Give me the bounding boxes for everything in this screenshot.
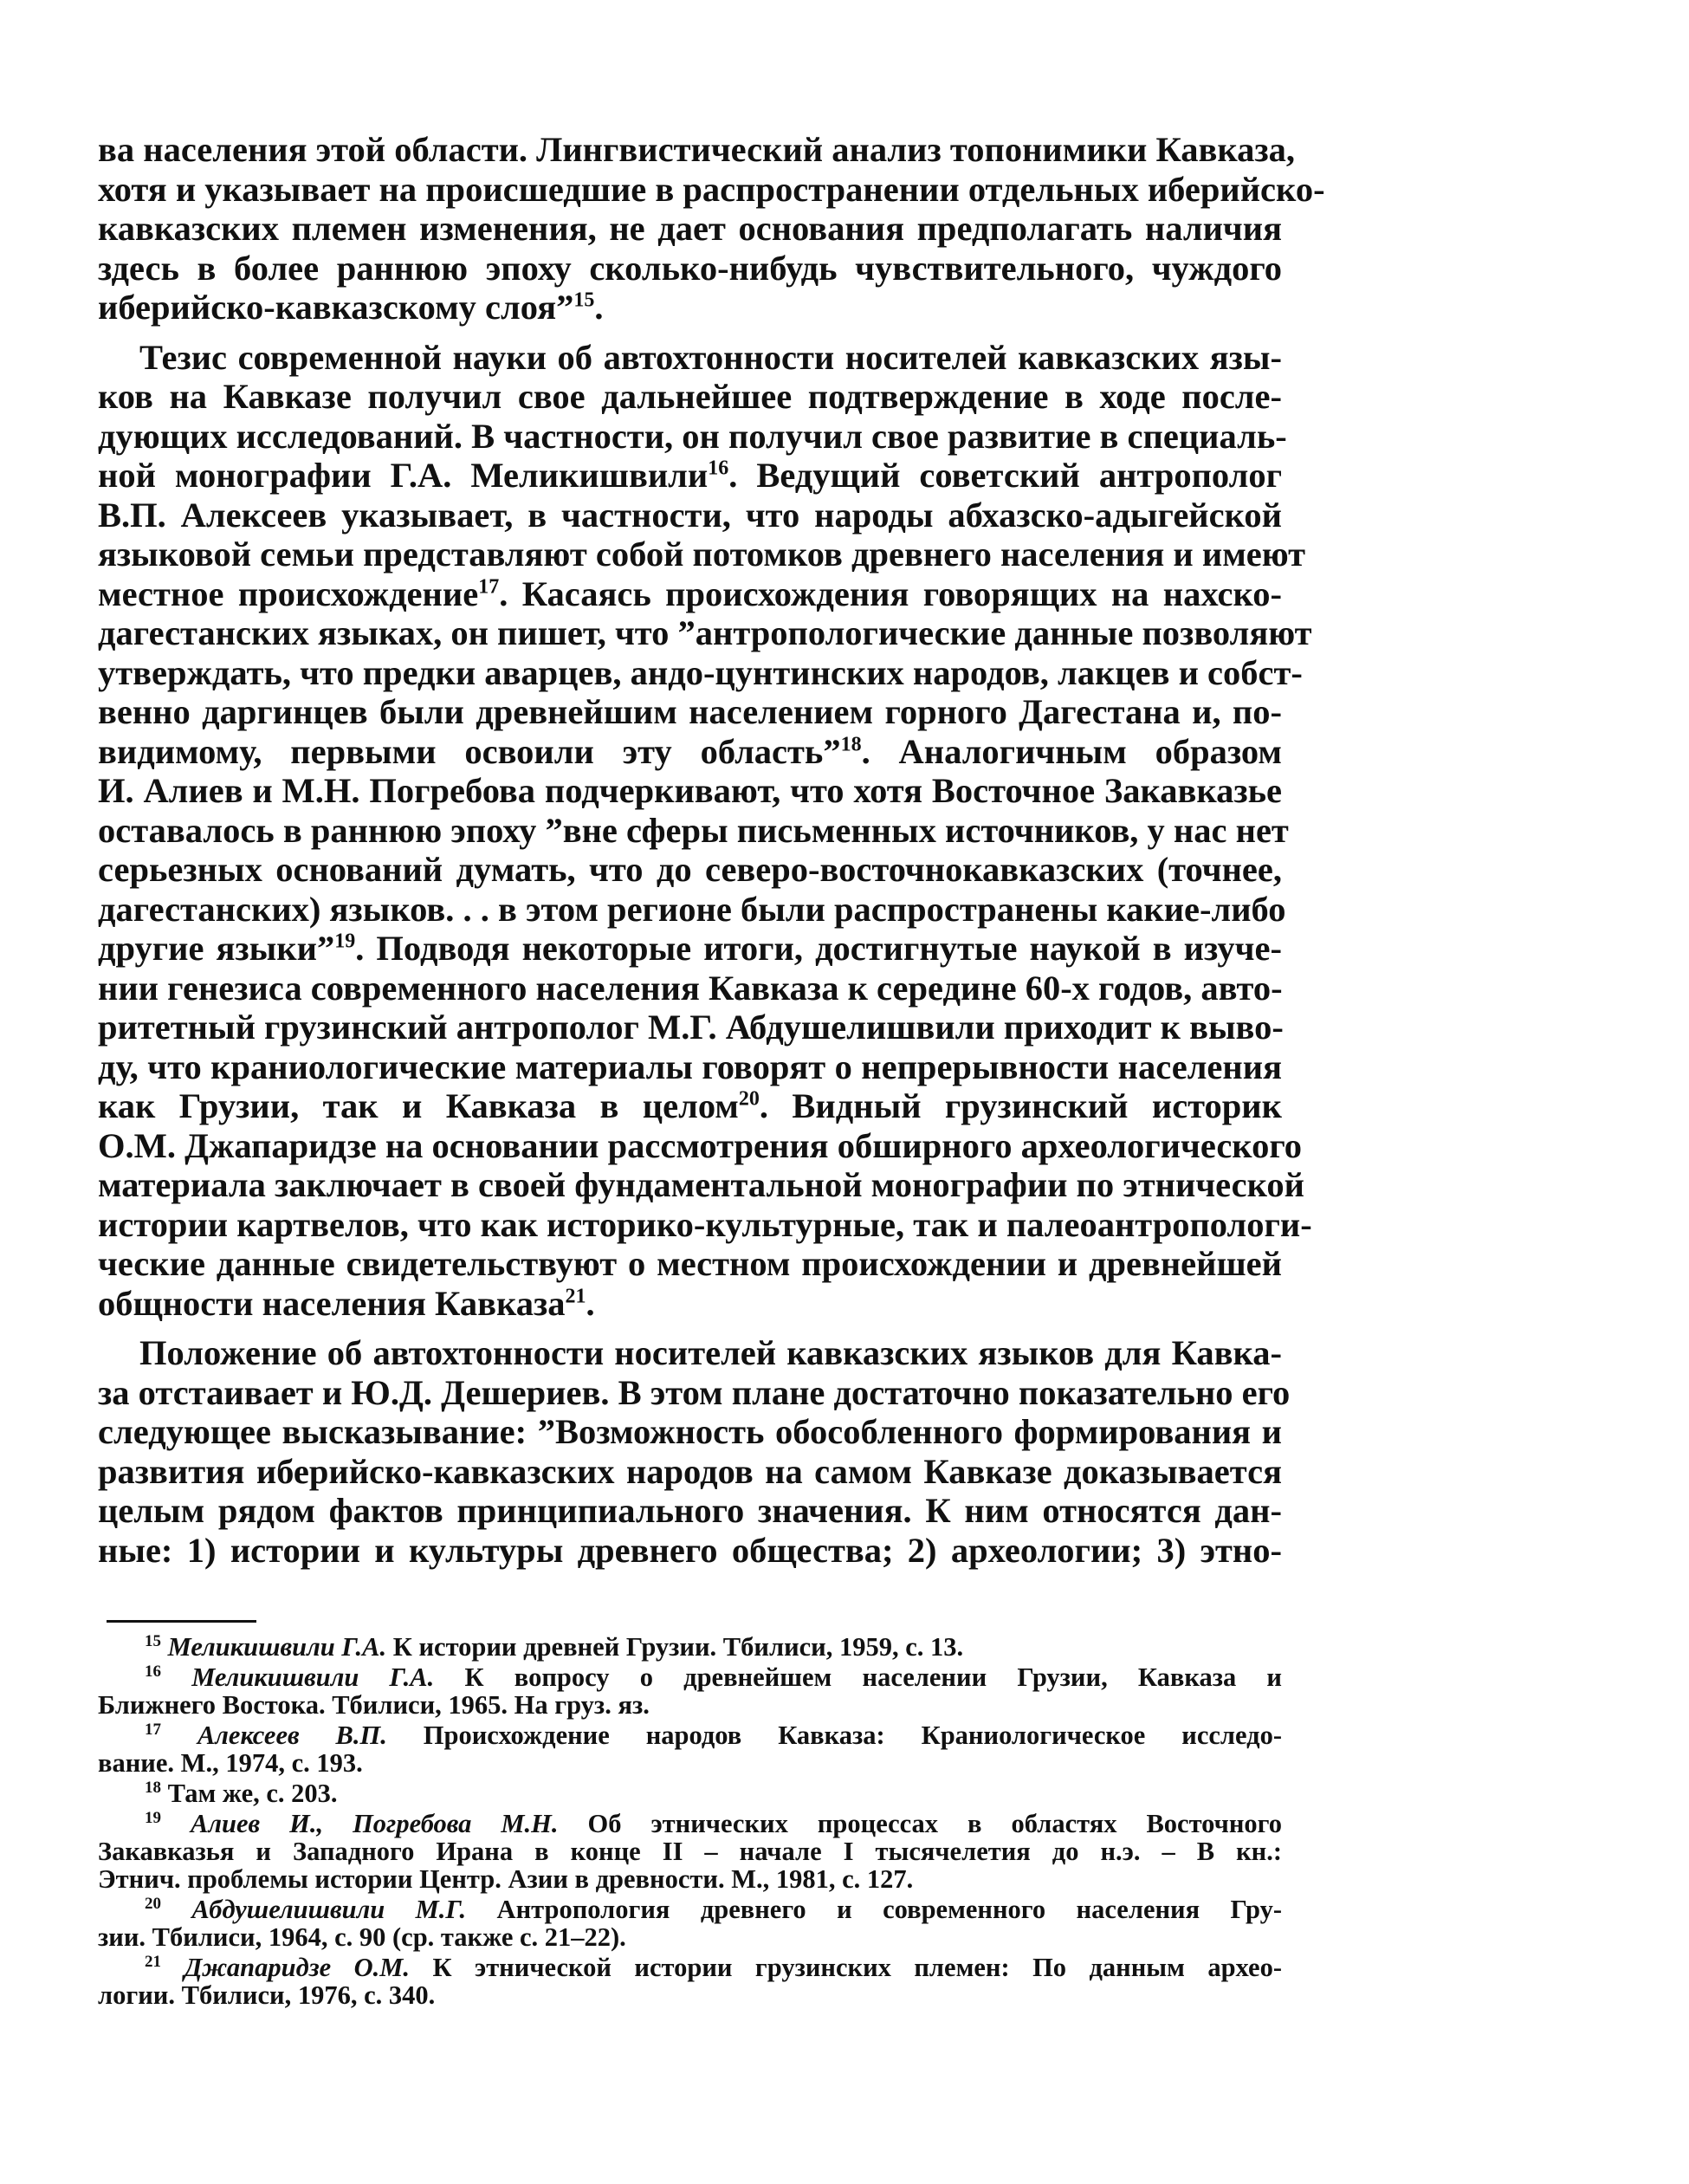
text-line: языковой семьи представляют собой потомков древнего населения и имеют (98, 535, 1306, 574)
text-line: Положение об автохтонности носителей кавказских языков для Кавка- (139, 1333, 1282, 1372)
text-line: истории картвелов, что как историко-культурные, так и палеоантропологи- (98, 1204, 1312, 1244)
paragraph-1 (98, 130, 1325, 327)
paragraph-3 (98, 1333, 1291, 1570)
text-line: ные: 1) истории и культуры древнего общества; 2) археологии; 3) этно- (98, 1530, 1282, 1570)
text-line: нии генезиса современного населения Кавказа к середине 60-х годов, авто- (98, 968, 1283, 1008)
text-line: целым рядом фактов принципиального значения. К ним относятся дан- (98, 1491, 1282, 1530)
footnote-separator (107, 1620, 256, 1623)
text-line: ритетный грузинский антрополог М.Г. Абдушелишвили приходит к выво- (98, 1008, 1284, 1047)
text-line: венно даргинцев были древнейшим населением горного Дагестана и, по- (98, 692, 1282, 731)
footnote-ref-15[interactable]: 15 (573, 288, 595, 312)
text-line: общности населения Кавказа$^{21}$. (98, 1283, 595, 1323)
text-line: ческие данные свидетельствуют о местном происхождении и древнейшей (98, 1244, 1282, 1283)
text-line: дующих исследований. В частности, он получил свое развитие в специаль- (98, 416, 1287, 456)
text-line: ду, что краниологические материалы говорят о непрерывности населения (98, 1047, 1282, 1086)
text-line: ва населения этой области. Лингвистический анализ топонимики Кавказа, (98, 130, 1296, 169)
text-line: утверждать, что предки аварцев, андо-цунтинских народов, лакцев и собст- (98, 652, 1303, 692)
text-line: иберийско-кавказскому слоя”$^{15}$. (98, 288, 604, 327)
footnote-ref-16[interactable]: 16 (708, 457, 729, 480)
text-line: О.М. Джапаридзе на основании рассмотрения обширного археологического (98, 1125, 1302, 1165)
text-line: материала заключает в своей фундаментальной монографии по этнической (98, 1165, 1304, 1204)
footnote-17: $^{17}$ Алексеев В.П. Происхождение народов Кавказа: Краниологическое исследо- вание. М., 1974, с. 193. (98, 1720, 1282, 1778)
footnote-ref-21[interactable]: 21 (565, 1285, 586, 1307)
text-line: В.П. Алексеев указывает, в частности, что народы абхазско-адыгейской (98, 495, 1282, 535)
footnote-21: $^{21}$ Джапаридзе О.М. К этнической истории грузинских племен: По данным архео- логии. Тбилиси, 1976, с. 340. (98, 1952, 1282, 2010)
paragraph-2 (98, 337, 1312, 1324)
text-line: следующее высказывание: ”Возможность обособленного формирования и (98, 1412, 1282, 1451)
text-line: ков на Кавказе получил свое дальнейшее подтверждение в ходе после- (98, 377, 1282, 416)
main-text (98, 130, 1325, 1570)
text-line: ной монографии Г.А. Меликишвили$^{16}$. Ведущий советский антрополог (98, 456, 1282, 495)
footnote-ref-20[interactable]: 20 (738, 1087, 760, 1111)
text-line: Тезис современной науки об автохтонности носителей кавказских язы- (139, 337, 1282, 377)
footnote-ref-17[interactable]: 17 (478, 575, 500, 598)
text-line: оставалось в раннюю эпоху ”вне сферы письменных источников, у нас нет (98, 810, 1289, 850)
footnote-18: $^{18}$ Там же, с. 203. (145, 1778, 338, 1808)
text-line: как Грузии, так и Кавказа в целом$^{20}$. Видный грузинский историк (98, 1086, 1282, 1125)
text-line: другие языки”$^{19}$. Подводя некоторые итоги, достигнутые наукой в изуче- (98, 929, 1282, 968)
footnote-16: $^{16}$ Меликишвили Г.А. К вопросу о древнейшем населении Грузии, Кавказа и Ближнего Востока. Тбилиси, 1965. На груз. яз. (98, 1662, 1282, 1720)
text-line: дагестанских языках, он пишет, что ”антропологические данные позволяют (98, 613, 1312, 652)
footnote-ref-18[interactable]: 18 (840, 733, 862, 755)
footnotes (98, 1633, 1282, 2009)
text-line: здесь в более раннюю эпоху сколько-нибудь чувствительного, чуждого (98, 248, 1282, 288)
text-line: видимому, первыми освоили эту область”$^{18}$. Аналогичным образом (98, 731, 1282, 771)
text-line: дагестанских) языков. . . в этом регионе были распространены какие-либо (98, 889, 1286, 929)
text-line: хотя и указывает на происшедшие в распространении отдельных иберийско- (98, 169, 1325, 209)
footnote-15: $^{15}$ Меликишвили Г.А. К истории древней Грузии. Тбилиси, 1959, с. 13. (145, 1631, 964, 1662)
footnote-19: $^{19}$ Алиев И., Погребова М.Н. Об этнических процессах в областях Восточного Закавказья и Западного Ирана в конце II – начале I тысячелетия до н.э. – В кн.: Этнич. проблемы истории Центр. Азии в древности. М., 1981, с. 127. (98, 1808, 1283, 1894)
text-line: И. Алиев и М.Н. Погребова подчеркивают, что хотя Восточное Закавказье (98, 771, 1282, 810)
footnote-20: $^{20}$ Абдушелишвили М.Г. Антропология древнего и современного населения Гру- зии. Тбилиси, 1964, с. 90 (ср. также с. 21–22). (98, 1894, 1282, 1952)
text-line: за отстаивает и Ю.Д. Дешериев. В этом плане достаточно показательно его (98, 1372, 1291, 1412)
text-line: кавказских племен изменения, не дает основания предполагать наличия (98, 209, 1282, 248)
footnote-ref-19[interactable]: 19 (334, 930, 356, 953)
text-line: местное происхождение$^{17}$. Касаясь происхождения говорящих на нахско- (98, 574, 1282, 613)
text-line: развития иберийско-кавказских народов на самом Кавказе доказывается (98, 1451, 1282, 1491)
text-line: серьезных оснований думать, что до северо-восточнокавказских (точнее, (98, 850, 1282, 889)
